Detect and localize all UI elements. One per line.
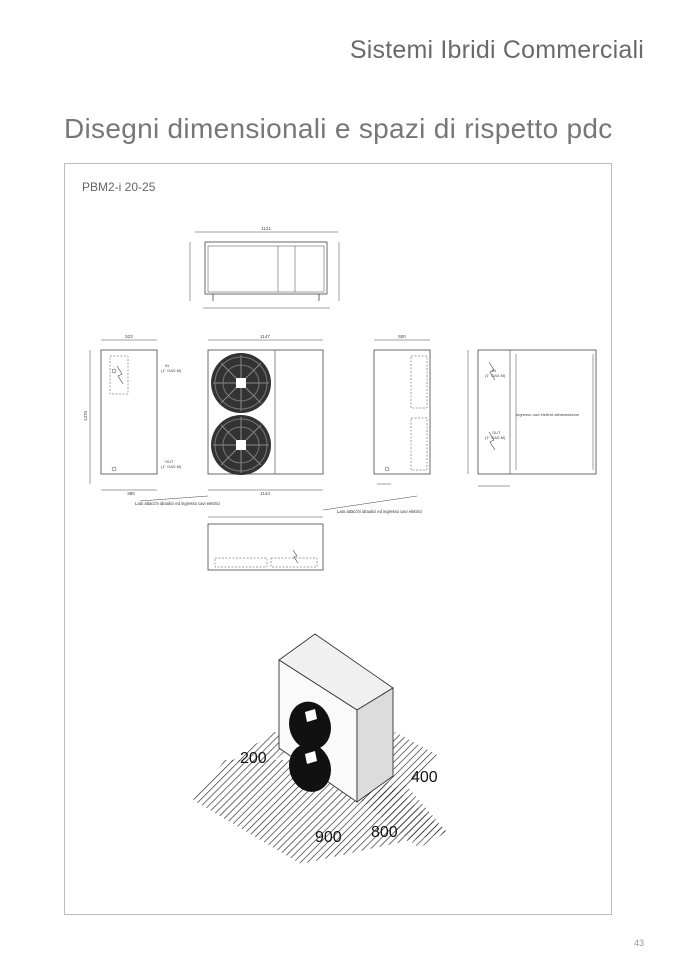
side-connections-callout-2: Lato attacchi idraulici ed ingresso cavi elettrici	[337, 509, 422, 514]
side-connections-callout-1: Lato attacchi idraulici ed ingresso cavi elettrici	[135, 501, 220, 506]
front-base-dim: 1144	[260, 491, 270, 496]
page-number: 43	[633, 938, 644, 948]
rear-view	[468, 350, 596, 486]
bottom-view	[208, 517, 323, 570]
out-spec-rear: (1" GAS M)	[485, 435, 506, 440]
side-base-dim: 380	[127, 491, 135, 496]
out-label-left: OUT	[165, 459, 174, 464]
front-fan-top-icon	[211, 353, 271, 413]
top-width-dim: 1121	[261, 226, 271, 231]
drawing-frame	[64, 163, 612, 915]
technical-drawing	[65, 164, 611, 914]
series-title: Sistemi Ibridi Commerciali	[349, 36, 644, 64]
clearance-back: 800	[371, 824, 398, 841]
in-spec-left: (1" GAS M)	[161, 368, 182, 373]
clearance-left: 200	[240, 750, 267, 767]
side-depth-dim: 523	[125, 334, 133, 339]
in-spec-rear: (1" GAS M)	[485, 373, 506, 378]
in-label-rear: IN	[492, 368, 496, 373]
out-spec-left: (1" GAS M)	[161, 464, 182, 469]
electrical-entry-callout: Ingresso cavi elettrici alimentazione	[516, 412, 580, 417]
clearance-front: 900	[315, 829, 342, 846]
out-label-rear: OUT	[492, 430, 501, 435]
model-label: PBM2-i 20-25	[82, 180, 156, 194]
in-label-left: IN	[165, 363, 169, 368]
right-depth-dim: 500	[398, 334, 406, 339]
clearance-right: 400	[411, 769, 438, 786]
front-width-dim: 1147	[260, 334, 270, 339]
right-side-view	[374, 340, 430, 484]
page-title: Disegni dimensionali e spazi di rispetto pdc	[64, 113, 613, 144]
height-dim: 1370	[83, 410, 88, 422]
top-view	[190, 232, 339, 308]
front-fan-bottom-icon	[211, 415, 271, 475]
left-side-view	[90, 340, 157, 490]
